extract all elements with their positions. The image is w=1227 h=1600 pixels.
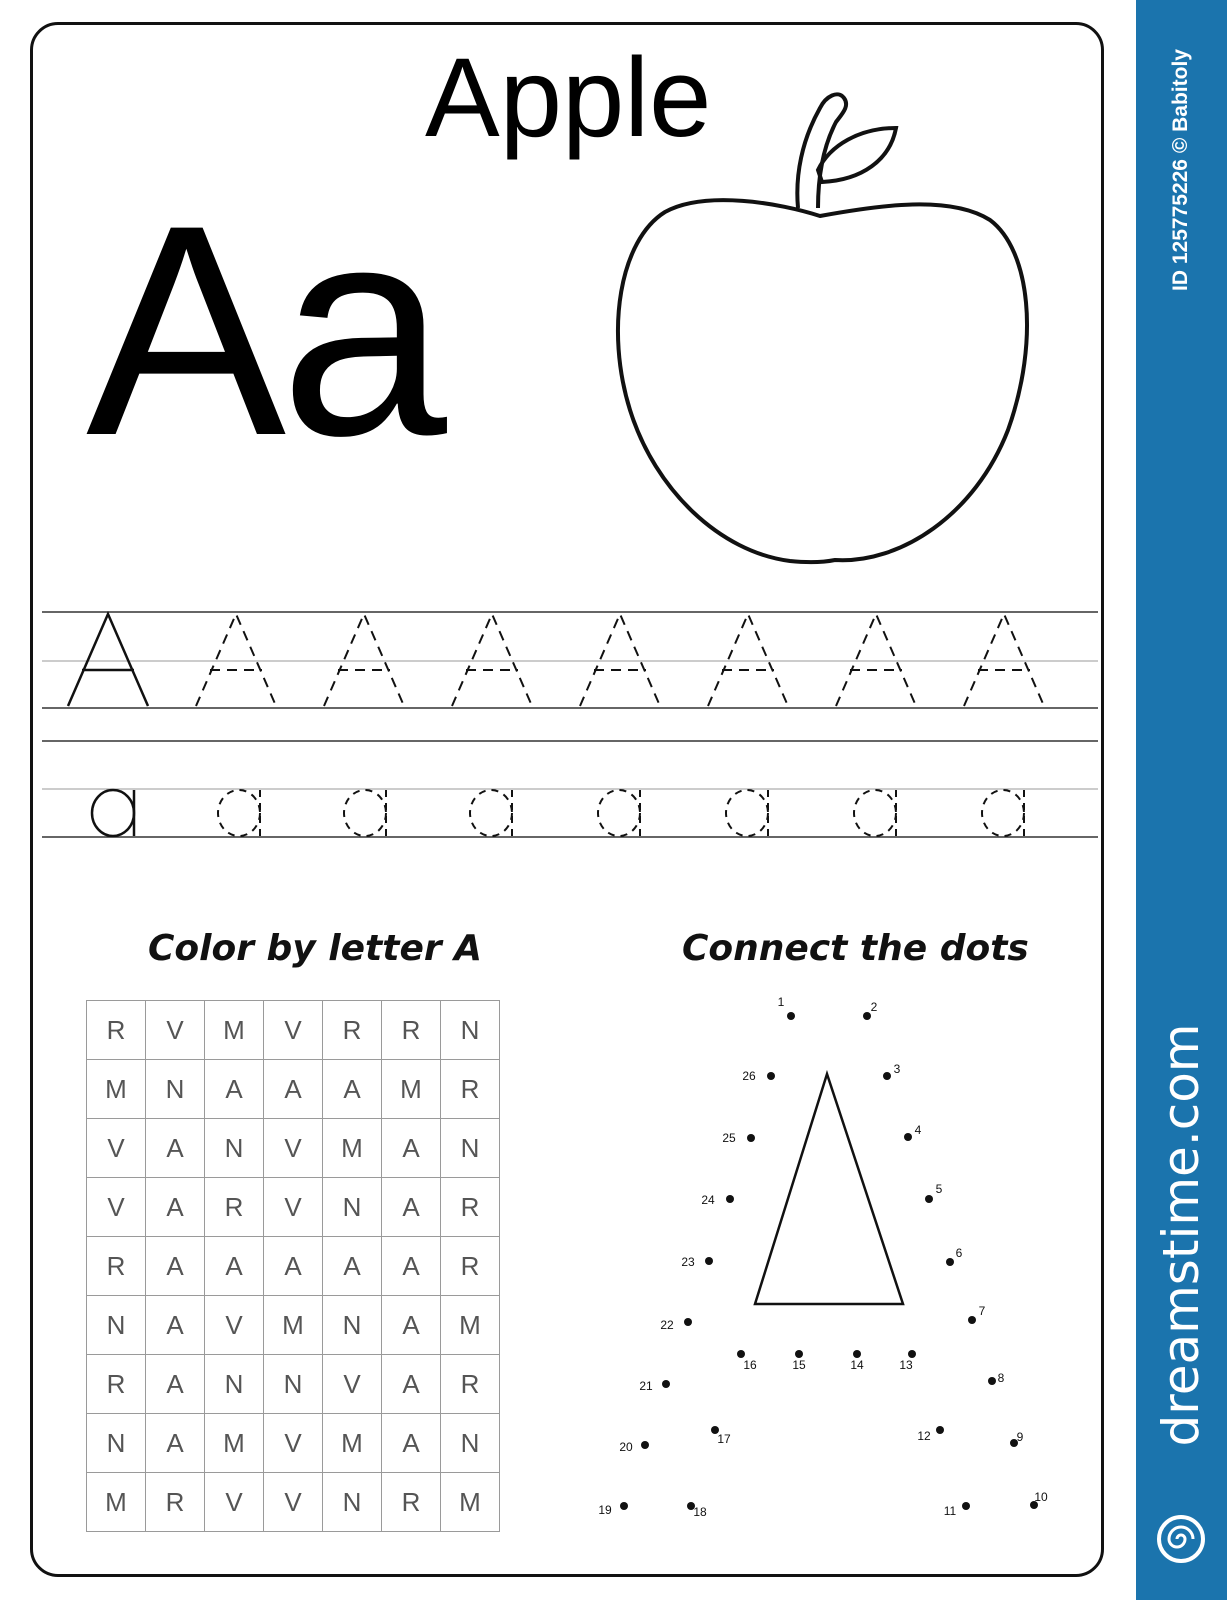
grid-cell[interactable]: N bbox=[441, 1414, 500, 1473]
grid-cell[interactable]: A bbox=[382, 1119, 441, 1178]
grid-cell[interactable]: A bbox=[146, 1414, 205, 1473]
grid-cell[interactable]: A bbox=[264, 1060, 323, 1119]
grid-cell[interactable]: N bbox=[264, 1355, 323, 1414]
grid-cell[interactable]: A bbox=[382, 1414, 441, 1473]
dot-label: 8 bbox=[997, 1371, 1005, 1385]
grid-cell[interactable]: M bbox=[441, 1473, 500, 1532]
grid-cell[interactable]: V bbox=[205, 1473, 264, 1532]
dot-point bbox=[662, 1380, 670, 1388]
dot-point bbox=[962, 1502, 970, 1510]
grid-cell[interactable]: N bbox=[87, 1414, 146, 1473]
dots-inner-triangle bbox=[755, 1074, 903, 1304]
grid-cell[interactable]: R bbox=[87, 1237, 146, 1296]
dot-label: 22 bbox=[660, 1318, 674, 1332]
grid-cell[interactable]: N bbox=[323, 1296, 382, 1355]
grid-cell[interactable]: N bbox=[205, 1119, 264, 1178]
dot-point bbox=[936, 1426, 944, 1434]
grid-cell[interactable]: M bbox=[323, 1414, 382, 1473]
grid-cell[interactable]: N bbox=[205, 1355, 264, 1414]
grid-cell[interactable]: V bbox=[87, 1178, 146, 1237]
dot-point bbox=[787, 1012, 795, 1020]
dot-label: 14 bbox=[850, 1358, 864, 1372]
grid-cell[interactable]: A bbox=[146, 1355, 205, 1414]
dot-label: 25 bbox=[722, 1131, 736, 1145]
dot-point bbox=[620, 1502, 628, 1510]
grid-cell[interactable]: N bbox=[323, 1473, 382, 1532]
dot-point bbox=[968, 1316, 976, 1324]
dot-point bbox=[737, 1350, 745, 1358]
connect-dots-title: Connect the dots bbox=[682, 928, 1029, 969]
grid-cell[interactable]: V bbox=[87, 1119, 146, 1178]
grid-cell[interactable]: V bbox=[264, 1001, 323, 1060]
grid-cell[interactable]: R bbox=[146, 1473, 205, 1532]
dot-point bbox=[904, 1133, 912, 1141]
grid-cell[interactable]: R bbox=[441, 1237, 500, 1296]
dot-label: 1 bbox=[777, 995, 785, 1009]
grid-cell[interactable]: M bbox=[323, 1119, 382, 1178]
grid-cell[interactable]: M bbox=[205, 1414, 264, 1473]
grid-cell[interactable]: R bbox=[205, 1178, 264, 1237]
grid-cell[interactable]: M bbox=[87, 1060, 146, 1119]
grid-cell[interactable]: M bbox=[382, 1060, 441, 1119]
grid-cell[interactable]: N bbox=[146, 1060, 205, 1119]
dot-label: 17 bbox=[717, 1432, 731, 1446]
grid-cell[interactable]: A bbox=[205, 1237, 264, 1296]
grid-cell[interactable]: V bbox=[264, 1178, 323, 1237]
dot-point bbox=[853, 1350, 861, 1358]
dot-point bbox=[883, 1072, 891, 1080]
dot-point bbox=[684, 1318, 692, 1326]
dot-point bbox=[908, 1350, 916, 1358]
dot-label: 4 bbox=[914, 1123, 922, 1137]
grid-cell[interactable]: N bbox=[441, 1119, 500, 1178]
grid-cell[interactable]: A bbox=[323, 1237, 382, 1296]
dot-label: 5 bbox=[935, 1182, 943, 1196]
grid-cell[interactable]: N bbox=[441, 1001, 500, 1060]
dot-point bbox=[988, 1377, 996, 1385]
dot-label: 16 bbox=[743, 1358, 757, 1372]
grid-cell[interactable]: N bbox=[87, 1296, 146, 1355]
dot-point bbox=[705, 1257, 713, 1265]
dot-label: 3 bbox=[893, 1062, 901, 1076]
grid-cell[interactable]: A bbox=[382, 1296, 441, 1355]
dot-label: 7 bbox=[978, 1304, 986, 1318]
grid-cell[interactable]: V bbox=[264, 1473, 323, 1532]
grid-cell[interactable]: R bbox=[87, 1355, 146, 1414]
grid-cell[interactable]: A bbox=[146, 1178, 205, 1237]
dot-label: 19 bbox=[598, 1503, 612, 1517]
dot-point bbox=[946, 1258, 954, 1266]
dot-label: 13 bbox=[899, 1358, 913, 1372]
grid-cell[interactable]: A bbox=[382, 1237, 441, 1296]
dot-point bbox=[925, 1195, 933, 1203]
big-letter-lower: a bbox=[280, 162, 441, 498]
grid-cell[interactable]: V bbox=[264, 1119, 323, 1178]
grid-cell[interactable]: M bbox=[205, 1001, 264, 1060]
image-id-text: ID 125775226 © Babitoly bbox=[1169, 49, 1192, 291]
dot-label: 23 bbox=[681, 1255, 695, 1269]
grid-cell[interactable]: R bbox=[87, 1001, 146, 1060]
grid-cell[interactable]: V bbox=[205, 1296, 264, 1355]
grid-cell[interactable]: A bbox=[146, 1296, 205, 1355]
grid-cell[interactable]: N bbox=[323, 1178, 382, 1237]
grid-cell[interactable]: A bbox=[264, 1237, 323, 1296]
dot-label: 6 bbox=[955, 1246, 963, 1260]
dot-label: 18 bbox=[693, 1505, 707, 1519]
grid-cell[interactable]: R bbox=[441, 1355, 500, 1414]
dot-point bbox=[767, 1072, 775, 1080]
grid-cell[interactable]: R bbox=[382, 1001, 441, 1060]
dot-point bbox=[641, 1441, 649, 1449]
dot-label: 15 bbox=[792, 1358, 806, 1372]
grid-cell[interactable]: A bbox=[146, 1237, 205, 1296]
grid-cell[interactable]: V bbox=[264, 1414, 323, 1473]
brand-text: dreamstime.com bbox=[1152, 1023, 1210, 1447]
color-by-letter-title: Color by letter A bbox=[148, 928, 483, 969]
dot-label: 11 bbox=[943, 1504, 957, 1518]
dot-label: 26 bbox=[742, 1069, 756, 1083]
dot-label: 10 bbox=[1034, 1490, 1048, 1504]
grid-cell[interactable]: M bbox=[87, 1473, 146, 1532]
grid-cell[interactable]: A bbox=[323, 1060, 382, 1119]
grid-cell[interactable]: M bbox=[264, 1296, 323, 1355]
grid-cell[interactable]: R bbox=[382, 1473, 441, 1532]
grid-cell[interactable]: A bbox=[382, 1355, 441, 1414]
grid-cell[interactable]: A bbox=[146, 1119, 205, 1178]
grid-cell[interactable]: R bbox=[441, 1060, 500, 1119]
grid-cell[interactable]: A bbox=[382, 1178, 441, 1237]
dot-point bbox=[726, 1195, 734, 1203]
dot-label: 2 bbox=[870, 1000, 878, 1014]
dot-label: 20 bbox=[619, 1440, 633, 1454]
grid-cell[interactable]: M bbox=[441, 1296, 500, 1355]
grid-cell[interactable]: R bbox=[323, 1001, 382, 1060]
dot-label: 24 bbox=[701, 1193, 715, 1207]
grid-cell[interactable]: A bbox=[205, 1060, 264, 1119]
grid-cell[interactable]: V bbox=[146, 1001, 205, 1060]
word-title: Apple bbox=[425, 35, 712, 160]
big-letter-upper: A bbox=[86, 162, 281, 498]
dot-label: 9 bbox=[1016, 1430, 1024, 1444]
dot-point bbox=[795, 1350, 803, 1358]
dot-point bbox=[747, 1134, 755, 1142]
dot-label: 12 bbox=[917, 1429, 931, 1443]
grid-cell[interactable]: R bbox=[441, 1178, 500, 1237]
grid-cell[interactable]: V bbox=[323, 1355, 382, 1414]
spiral-logo-icon bbox=[1156, 1514, 1206, 1564]
dot-label: 21 bbox=[639, 1379, 653, 1393]
